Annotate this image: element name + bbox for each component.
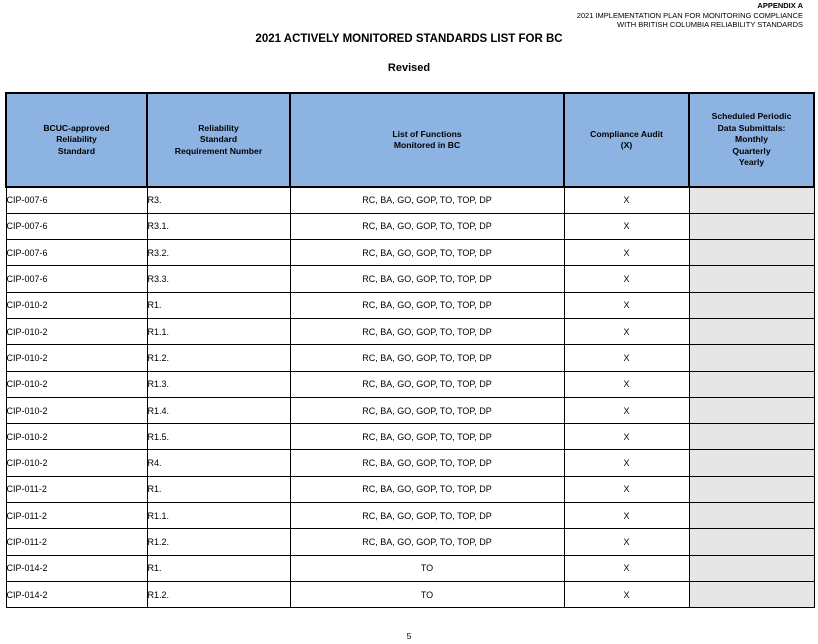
cell-functions: RC, BA, GO, GOP, TO, TOP, DP xyxy=(290,266,564,292)
cell-audit: X xyxy=(564,371,689,397)
cell-audit: X xyxy=(564,529,689,555)
cell-requirement: R1.5. xyxy=(147,424,290,450)
cell-requirement: R3. xyxy=(147,187,290,213)
cell-submittals xyxy=(689,292,814,318)
cell-requirement: R1.2. xyxy=(147,529,290,555)
cell-standard: CIP-011-2 xyxy=(6,503,147,529)
cell-requirement: R4. xyxy=(147,450,290,476)
cell-functions: RC, BA, GO, GOP, TO, TOP, DP xyxy=(290,187,564,213)
col-header-submittals: Scheduled Periodic Data Submittals: Monthly Quarterly Yearly xyxy=(689,93,814,187)
table-row xyxy=(6,555,814,581)
header-line-1: 2021 IMPLEMENTATION PLAN FOR MONITORING COMPLIANCE xyxy=(576,10,803,20)
cell-requirement: R1.3. xyxy=(147,371,290,397)
page-subtitle: Revised xyxy=(387,62,431,74)
cell-functions: RC, BA, GO, GOP, TO, TOP, DP xyxy=(290,240,564,266)
cell-standard: CIP-007-6 xyxy=(6,213,147,239)
table-row xyxy=(6,187,814,213)
cell-functions: RC, BA, GO, GOP, TO, TOP, DP xyxy=(290,213,564,239)
cell-submittals xyxy=(689,581,814,607)
cell-standard: CIP-011-2 xyxy=(6,529,147,555)
cell-standard: CIP-010-2 xyxy=(6,424,147,450)
cell-submittals xyxy=(689,187,814,213)
table-row xyxy=(6,503,814,529)
cell-submittals xyxy=(689,529,814,555)
cell-standard: CIP-011-2 xyxy=(6,476,147,502)
cell-requirement: R1.2. xyxy=(147,581,290,607)
table-row xyxy=(6,371,814,397)
cell-functions: RC, BA, GO, GOP, TO, TOP, DP xyxy=(290,397,564,423)
cell-functions: RC, BA, GO, GOP, TO, TOP, DP xyxy=(290,476,564,502)
table-row xyxy=(6,345,814,371)
cell-standard: CIP-014-2 xyxy=(6,555,147,581)
table-row xyxy=(6,476,814,502)
page-title: 2021 ACTIVELY MONITORED STANDARDS LIST FOR BC xyxy=(255,33,563,45)
table-row xyxy=(6,529,814,555)
cell-requirement: R3.2. xyxy=(147,240,290,266)
cell-standard: CIP-010-2 xyxy=(6,450,147,476)
cell-submittals xyxy=(689,345,814,371)
table-row xyxy=(6,581,814,607)
cell-standard: CIP-010-2 xyxy=(6,371,147,397)
cell-functions: RC, BA, GO, GOP, TO, TOP, DP xyxy=(290,503,564,529)
cell-standard: CIP-010-2 xyxy=(6,318,147,344)
cell-submittals xyxy=(689,371,814,397)
col-header-standard: BCUC-approved Reliability Standard xyxy=(6,93,147,187)
cell-standard: CIP-010-2 xyxy=(6,397,147,423)
cell-requirement: R1. xyxy=(147,555,290,581)
header-line-2: WITH BRITISH COLUMBIA RELIABILITY STANDARDS xyxy=(616,20,803,29)
cell-requirement: R3.3. xyxy=(147,266,290,292)
cell-audit: X xyxy=(564,318,689,344)
cell-submittals xyxy=(689,476,814,502)
cell-functions: RC, BA, GO, GOP, TO, TOP, DP xyxy=(290,318,564,344)
page-number: 5 xyxy=(406,631,412,641)
cell-functions: RC, BA, GO, GOP, TO, TOP, DP xyxy=(290,292,564,318)
cell-standard: CIP-007-6 xyxy=(6,240,147,266)
cell-audit: X xyxy=(564,266,689,292)
cell-audit: X xyxy=(564,345,689,371)
cell-audit: X xyxy=(564,213,689,239)
table-row xyxy=(6,266,814,292)
cell-audit: X xyxy=(564,187,689,213)
table-row xyxy=(6,450,814,476)
document-header xyxy=(577,1,803,30)
cell-requirement: R1.4. xyxy=(147,397,290,423)
table-header-row xyxy=(6,93,814,187)
cell-submittals xyxy=(689,450,814,476)
cell-functions: TO xyxy=(290,555,564,581)
cell-functions: TO xyxy=(290,581,564,607)
cell-audit: X xyxy=(564,503,689,529)
cell-functions: RC, BA, GO, GOP, TO, TOP, DP xyxy=(290,424,564,450)
cell-standard: CIP-007-6 xyxy=(6,266,147,292)
col-header-functions: List of Functions Monitored in BC xyxy=(290,93,564,187)
cell-audit: X xyxy=(564,240,689,266)
cell-requirement: R3.1. xyxy=(147,213,290,239)
cell-submittals xyxy=(689,213,814,239)
col-header-audit: Compliance Audit (X) xyxy=(564,93,689,187)
cell-standard: CIP-010-2 xyxy=(6,345,147,371)
appendix-label: APPENDIX A xyxy=(757,1,803,10)
cell-submittals xyxy=(689,555,814,581)
cell-audit: X xyxy=(564,292,689,318)
cell-audit: X xyxy=(564,555,689,581)
cell-audit: X xyxy=(564,476,689,502)
cell-requirement: R1. xyxy=(147,476,290,502)
cell-requirement: R1. xyxy=(147,292,290,318)
cell-submittals xyxy=(689,266,814,292)
col-header-requirement: Reliability Standard Requirement Number xyxy=(147,93,290,187)
standards-table xyxy=(5,92,815,608)
cell-requirement: R1.1. xyxy=(147,503,290,529)
table-row xyxy=(6,397,814,423)
cell-functions: RC, BA, GO, GOP, TO, TOP, DP xyxy=(290,450,564,476)
cell-audit: X xyxy=(564,450,689,476)
cell-submittals xyxy=(689,240,814,266)
table-row xyxy=(6,424,814,450)
cell-standard: CIP-010-2 xyxy=(6,292,147,318)
cell-submittals xyxy=(689,318,814,344)
cell-requirement: R1.2. xyxy=(147,345,290,371)
cell-standard: CIP-014-2 xyxy=(6,581,147,607)
cell-audit: X xyxy=(564,397,689,423)
cell-submittals xyxy=(689,397,814,423)
cell-standard: CIP-007-6 xyxy=(6,187,147,213)
cell-submittals xyxy=(689,424,814,450)
table-row xyxy=(6,240,814,266)
cell-functions: RC, BA, GO, GOP, TO, TOP, DP xyxy=(290,371,564,397)
cell-submittals xyxy=(689,503,814,529)
table-row xyxy=(6,292,814,318)
cell-audit: X xyxy=(564,424,689,450)
cell-functions: RC, BA, GO, GOP, TO, TOP, DP xyxy=(290,345,564,371)
cell-requirement: R1.1. xyxy=(147,318,290,344)
cell-audit: X xyxy=(564,581,689,607)
cell-functions: RC, BA, GO, GOP, TO, TOP, DP xyxy=(290,529,564,555)
table-row xyxy=(6,318,814,344)
table-row xyxy=(6,213,814,239)
